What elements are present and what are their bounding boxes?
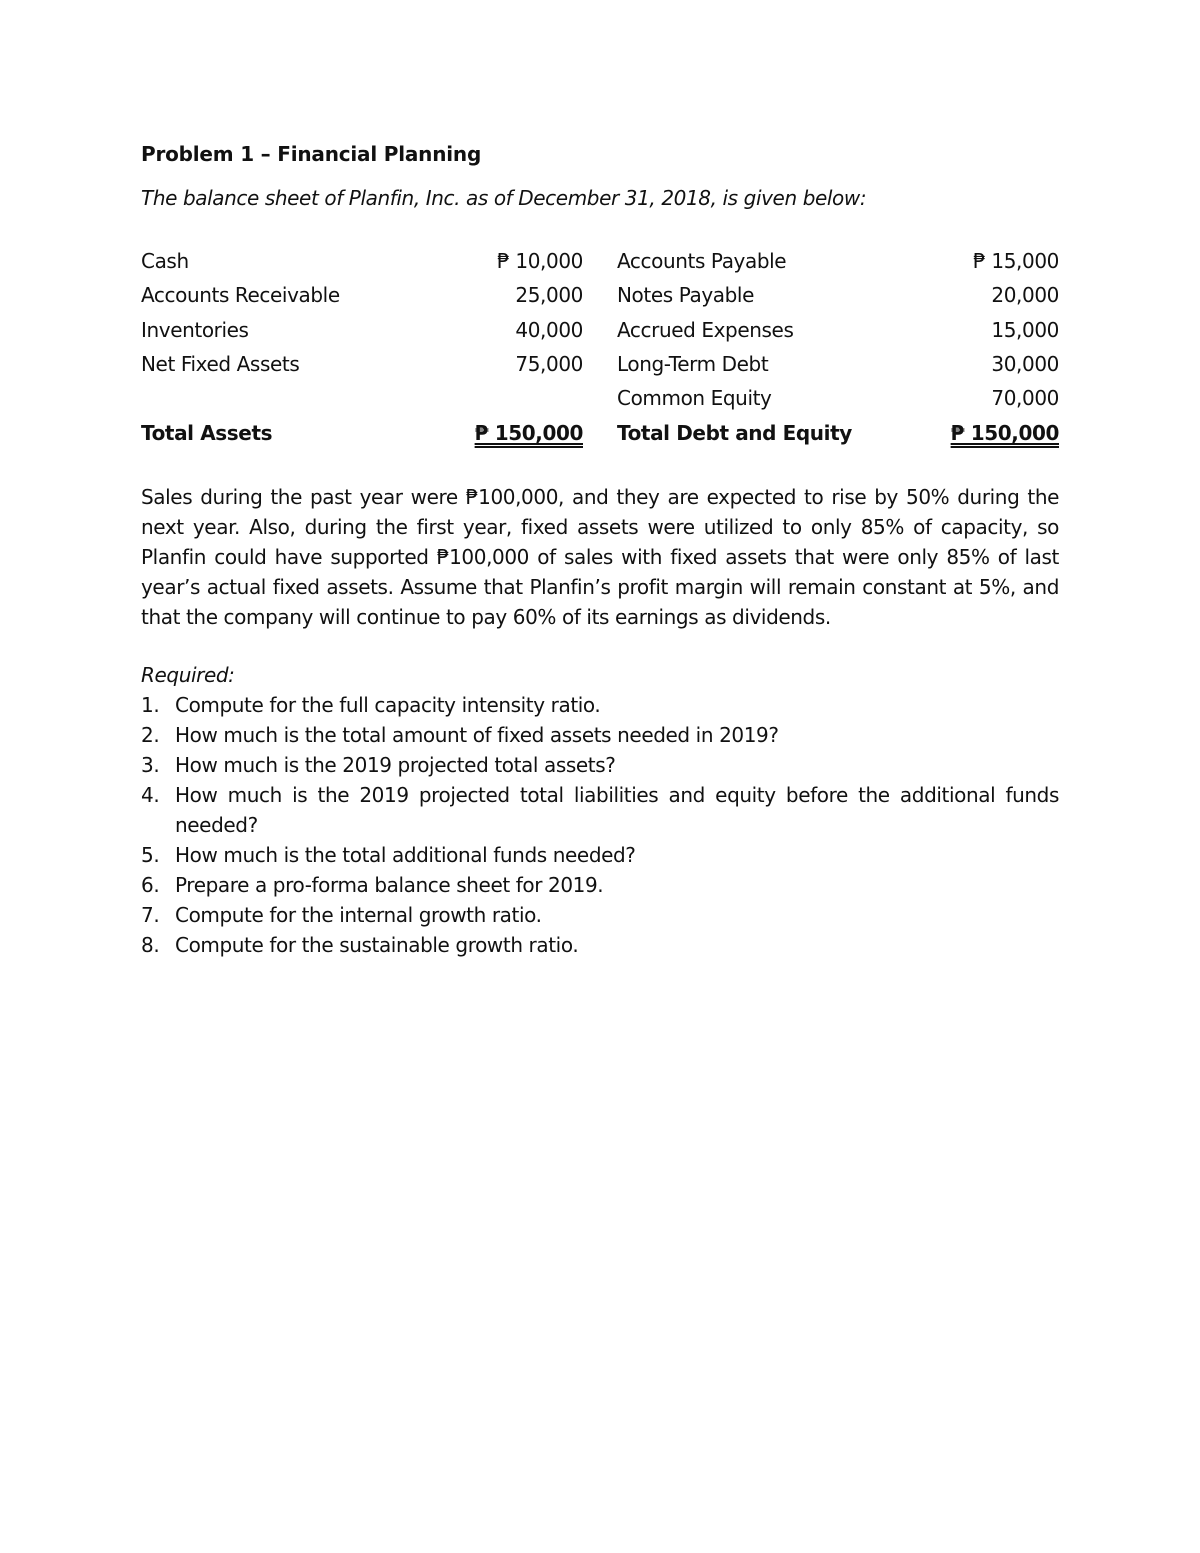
list-number: 8. <box>141 932 160 957</box>
document-page <box>141 138 1059 960</box>
list-number: 5. <box>141 842 160 867</box>
total-assets-label: Total Assets <box>141 420 273 445</box>
list-number: 1. <box>141 692 160 717</box>
asset-label: Cash <box>141 249 189 274</box>
list-number: 6. <box>141 872 160 897</box>
list-text: How much is the 2019 projected total liabilities and equity before the additional funds needed? <box>175 782 1059 837</box>
liability-label: Common Equity <box>617 386 772 411</box>
total-debt-equity-value: ₱ 150,000 <box>950 420 1059 445</box>
list-text: How much is the total additional funds needed? <box>175 842 636 867</box>
balance-sheet-table <box>141 244 1059 450</box>
liability-label: Notes Payable <box>617 283 754 308</box>
asset-label: Net Fixed Assets <box>141 352 300 377</box>
asset-label: Inventories <box>141 317 249 342</box>
table-row <box>141 381 1059 415</box>
liability-label: Long-Term Debt <box>617 352 769 377</box>
list-text: Compute for the internal growth ratio. <box>175 902 542 927</box>
total-assets-amount <box>431 415 583 449</box>
total-debt-equity-amount <box>919 415 1059 449</box>
total-assets-value: ₱ 150,000 <box>474 420 583 445</box>
list-number: 7. <box>141 902 160 927</box>
list-item <box>141 690 1059 720</box>
required-heading: Required: <box>141 662 235 687</box>
requirements-list <box>141 690 1059 960</box>
list-item <box>141 840 1059 870</box>
table-row <box>141 347 1059 381</box>
liability-label: Accrued Expenses <box>617 317 794 342</box>
problem-description: Sales during the past year were ₱100,000, and they are expected to rise by 50% during the next year. Also, during the first year, fixed assets were utilized to only 85% of capacity, so Planfin could have supported ₱100,000 of sales with fixed assets that were only 85% of last year’s actual fixed assets. Assume that Planfin’s profit margin will remain constant at 5%, and that the company will continue to pay 60% of its earnings as dividends. <box>141 484 1059 629</box>
list-number: 3. <box>141 752 160 777</box>
asset-amount: ₱ 10,000 <box>497 249 583 274</box>
liability-amount: ₱ 15,000 <box>973 249 1059 274</box>
total-row <box>141 415 1059 449</box>
problem-title: Problem 1 – Financial Planning <box>141 142 482 166</box>
total-debt-equity-label: Total Debt and Equity <box>617 420 852 445</box>
liability-amount: 20,000 <box>991 283 1059 308</box>
list-item <box>141 870 1059 900</box>
asset-label: Accounts Receivable <box>141 283 340 308</box>
list-number: 4. <box>141 782 160 807</box>
list-item <box>141 750 1059 780</box>
intro-text: The balance sheet of Planfin, Inc. as of December 31, 2018, is given below: <box>141 186 867 210</box>
list-text: How much is the total amount of fixed assets needed in 2019? <box>175 722 779 747</box>
list-item <box>141 780 1059 840</box>
list-text: How much is the 2019 projected total assets? <box>175 752 616 777</box>
list-text: Prepare a pro-forma balance sheet for 2019. <box>175 872 604 897</box>
table-row <box>141 244 1059 278</box>
asset-amount: 25,000 <box>515 283 583 308</box>
list-number: 2. <box>141 722 160 747</box>
list-text: Compute for the full capacity intensity ratio. <box>175 692 601 717</box>
list-item <box>141 930 1059 960</box>
list-item <box>141 720 1059 750</box>
liability-amount: 15,000 <box>991 317 1059 342</box>
list-item <box>141 900 1059 930</box>
asset-amount: 75,000 <box>515 352 583 377</box>
asset-amount <box>431 381 583 415</box>
liability-amount: 70,000 <box>991 386 1059 411</box>
table-row <box>141 313 1059 347</box>
list-text: Compute for the sustainable growth ratio. <box>175 932 579 957</box>
liability-amount: 30,000 <box>991 352 1059 377</box>
liability-label: Accounts Payable <box>617 249 787 274</box>
asset-amount: 40,000 <box>515 317 583 342</box>
asset-label <box>141 381 431 415</box>
table-row <box>141 278 1059 312</box>
